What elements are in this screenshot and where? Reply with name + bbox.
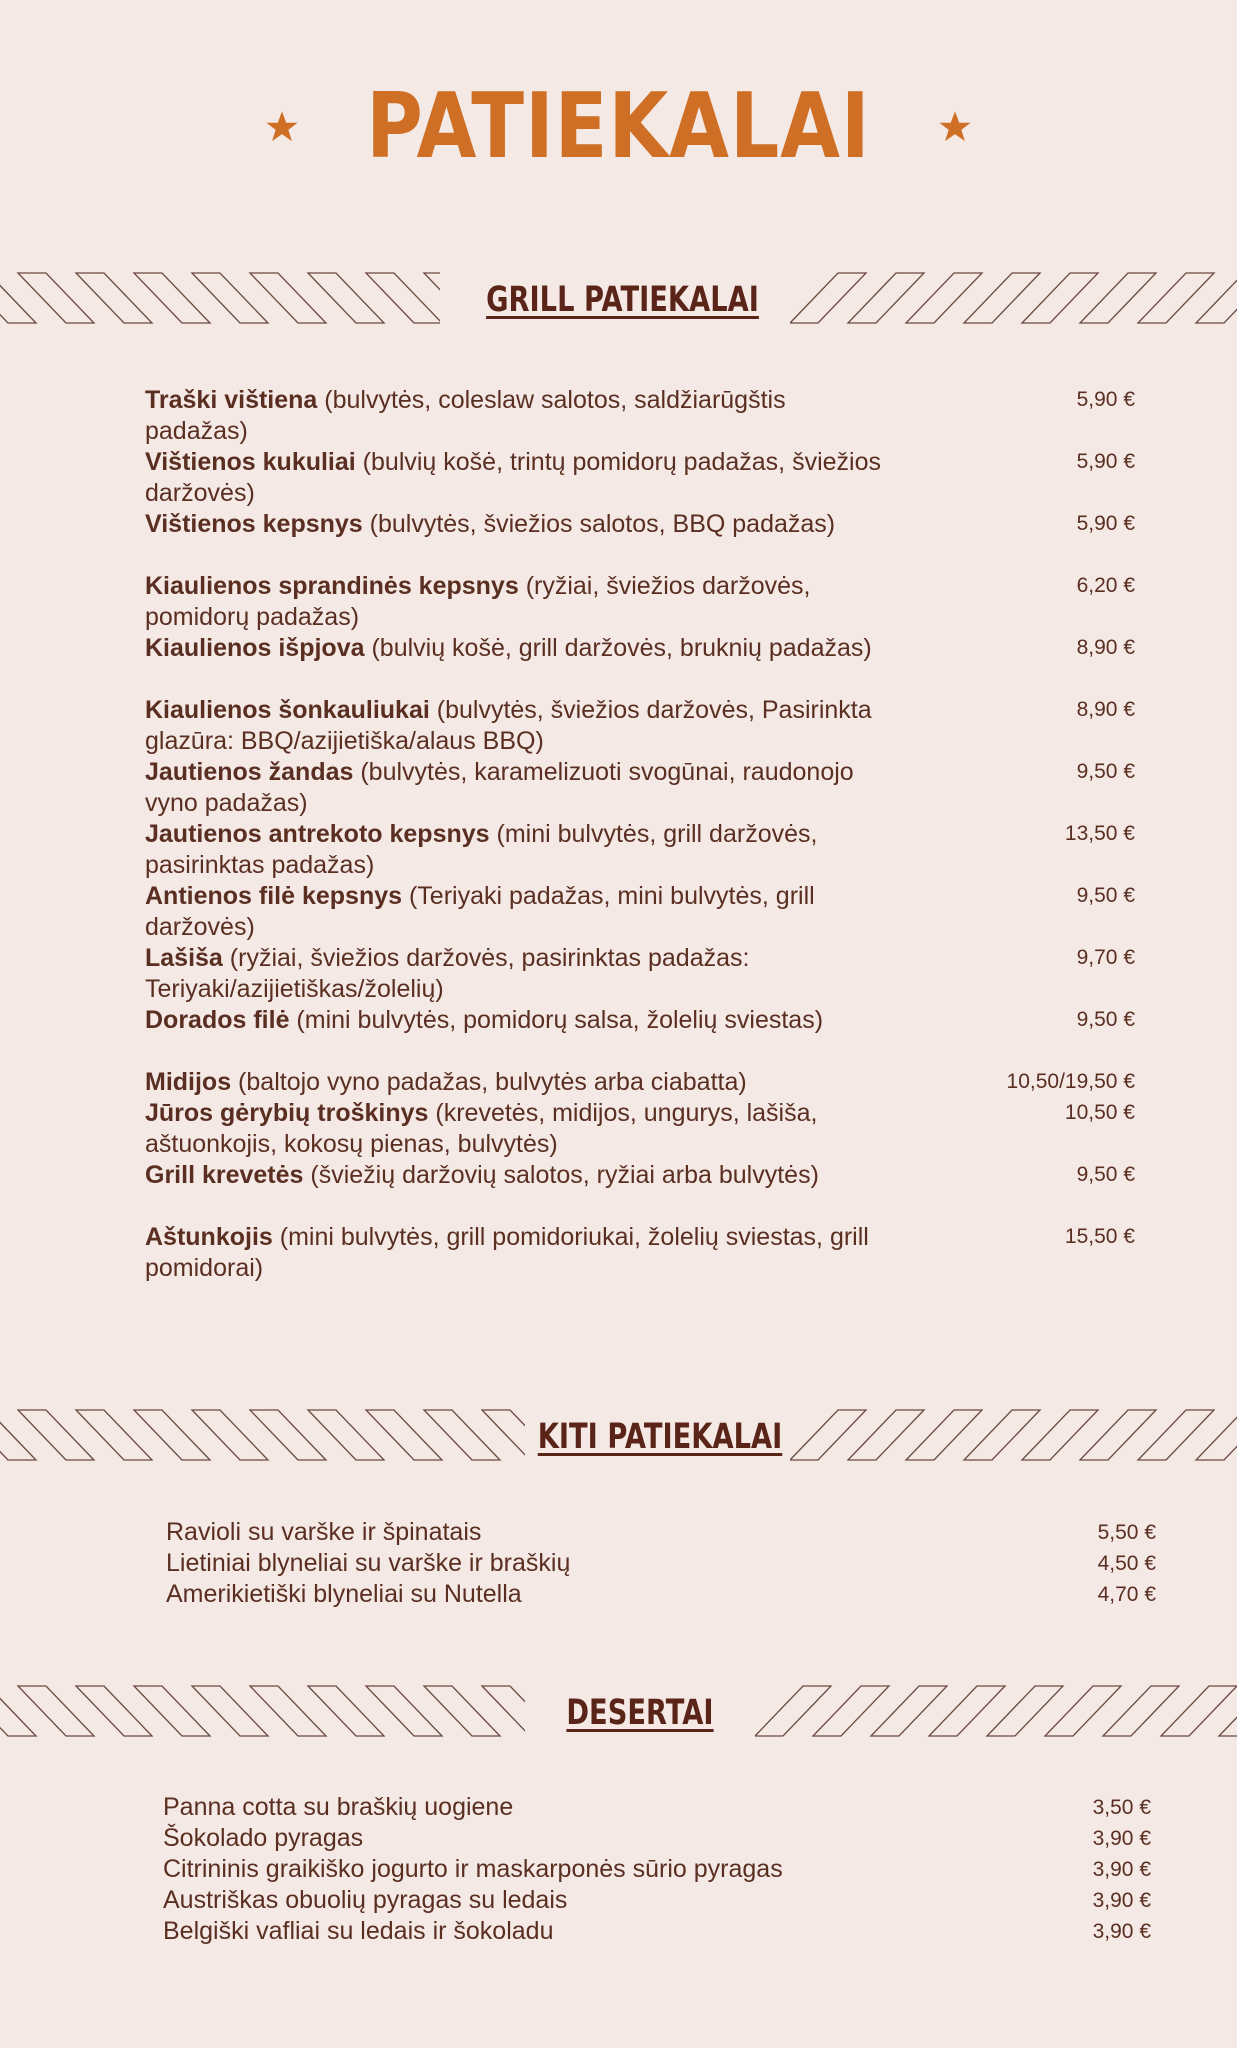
menu-item-description: (Teriyaki padažas, mini bulvytės, grill daržovės) — [145, 882, 815, 941]
menu-item-price: 10,50 € — [1064, 1101, 1135, 1124]
hatch-decoration-left — [0, 1407, 525, 1467]
menu-item-name: Panna cotta su braškių uogiene — [163, 1793, 514, 1821]
hatch-stripe — [1196, 273, 1237, 323]
menu-item-price: 9,50 € — [1076, 1163, 1135, 1186]
menu-item-name: Lietiniai blyneliai su varške ir braškių — [166, 1549, 571, 1577]
desertai-section-header — [0, 1683, 1237, 1743]
menu-item-description: (ryžiai, šviežios daržovės, pasirinktas padažas: Teriyaki/azijietiškas/žolelių) — [145, 944, 750, 1003]
desertai-menu-list — [163, 1792, 1151, 1947]
menu-item-price: 5,90 € — [1076, 450, 1135, 473]
menu-item — [166, 1548, 1156, 1579]
menu-item — [163, 1916, 1151, 1947]
menu-item-price: 3,90 € — [1092, 1858, 1151, 1881]
menu-item-price: 3,90 € — [1092, 1827, 1151, 1850]
hatch-decoration-right — [790, 270, 1237, 330]
menu-item — [145, 881, 1135, 943]
menu-item-name: Austriškas obuolių pyragas su ledais — [163, 1886, 568, 1914]
hatch-stripe — [0, 1686, 36, 1736]
menu-item-name: Vištienos kukuliai — [145, 448, 356, 476]
menu-item-description: (bulvių košė, grill daržovės, bruknių padažas) — [364, 634, 872, 662]
menu-item — [145, 695, 1135, 757]
hatch-stripe — [482, 1686, 525, 1736]
desertai-section-title: DESERTAI — [566, 1693, 714, 1733]
page-title-text: PATIEKALAI — [366, 74, 871, 179]
hatch-decoration-left — [0, 1683, 525, 1743]
hatch-stripe — [1196, 1410, 1237, 1460]
hatch-stripe — [0, 273, 36, 323]
kiti-menu-list — [166, 1517, 1156, 1610]
menu-item-name: Belgiški vafliai su ledais ir šokoladu — [163, 1917, 554, 1945]
menu-item — [163, 1792, 1151, 1823]
menu-item-description: (bulvytės, šviežios salotos, BBQ padažas) — [362, 510, 836, 538]
menu-item-name: Dorados filė — [145, 1006, 290, 1034]
menu-item-price: 3,90 € — [1092, 1889, 1151, 1912]
menu-item — [145, 447, 1135, 509]
menu-item — [145, 819, 1135, 881]
menu-item — [145, 385, 1135, 447]
menu-item-name: Kiaulienos sprandinės kepsnys — [145, 572, 519, 600]
menu-item-price: 9,50 € — [1076, 760, 1135, 783]
menu-item — [145, 633, 1135, 695]
menu-item-description: (bulvytės, šviežios daržovės, Pasirinkta glazūra: BBQ/azijietiška/alaus BBQ) — [145, 696, 872, 755]
menu-item-description: (krevetės, midijos, ungurys, lašiša, aštuonkojis, kokosų pienas, bulvytės) — [145, 1099, 818, 1158]
menu-item-price: 5,90 € — [1076, 512, 1135, 535]
menu-item-name: Vištienos kepsnys — [145, 510, 363, 538]
menu-item-description: (bulvių košė, trintų pomidorų padažas, šviežios daržovės) — [145, 448, 881, 507]
menu-item-price: 9,50 € — [1076, 884, 1135, 907]
menu-item-description: (baltojo vyno padažas, bulvytės arba ciabatta) — [231, 1068, 747, 1096]
menu-item-name: Ravioli su varške ir špinatais — [166, 1518, 482, 1546]
menu-item-name: Citrininis graikiško jogurto ir maskarponės sūrio pyragas — [163, 1855, 783, 1883]
menu-item — [166, 1579, 1156, 1610]
menu-item-description: (bulvytės, coleslaw salotos, saldžiarūgštis padažas) — [145, 386, 786, 445]
menu-item-description: (ryžiai, šviežios daržovės, pomidorų padažas) — [145, 572, 811, 631]
menu-item-name: Grill krevetės — [145, 1161, 304, 1189]
menu-item-name: Aštunkojis — [145, 1223, 273, 1251]
menu-item — [145, 1222, 1135, 1284]
menu-item-description: (mini bulvytės, grill daržovės, pasirinktas padažas) — [145, 820, 818, 879]
menu-item — [145, 943, 1135, 1005]
kiti-section-header — [0, 1407, 1237, 1467]
menu-item-price: 5,90 € — [1076, 388, 1135, 411]
hatch-decoration-right — [755, 1683, 1237, 1743]
hatch-decoration-left — [0, 270, 440, 330]
grill-section-header — [0, 270, 1237, 330]
hatch-stripe — [424, 273, 440, 323]
hatch-decoration-right — [790, 1407, 1237, 1467]
menu-item — [145, 1098, 1135, 1160]
star-icon — [265, 110, 299, 144]
menu-item-name: Jautienos žandas — [145, 758, 354, 786]
menu-item — [166, 1517, 1156, 1548]
kiti-section-title: KITI PATIEKALAI — [537, 1417, 783, 1457]
menu-item-name: Šokolado pyragas — [163, 1824, 364, 1852]
hatch-stripe — [482, 1410, 525, 1460]
menu-item-price: 8,90 € — [1076, 698, 1135, 721]
menu-item-name: Jūros gėrybių troškinys — [145, 1099, 429, 1127]
menu-item-description: (šviežių daržovių salotos, ryžiai arba bulvytės) — [303, 1161, 819, 1189]
grill-section-title: GRILL PATIEKALAI — [486, 280, 759, 320]
menu-item — [145, 1005, 1135, 1067]
menu-item — [145, 509, 1135, 571]
menu-item-price: 4,70 € — [1097, 1583, 1156, 1606]
menu-item-name: Kiaulienos šonkauliukai — [145, 696, 430, 724]
menu-item-price: 8,90 € — [1076, 636, 1135, 659]
menu-item-price: 15,50 € — [1064, 1225, 1135, 1248]
menu-item-name: Midijos — [145, 1068, 232, 1096]
menu-item-name: Traški vištiena — [145, 386, 318, 414]
menu-item-name: Lašiša — [145, 944, 223, 972]
hatch-stripe — [0, 1410, 36, 1460]
menu-item-price: 13,50 € — [1064, 822, 1135, 845]
menu-item — [145, 1160, 1135, 1222]
menu-item-name: Kiaulienos išpjova — [145, 634, 365, 662]
hatch-stripe — [1219, 1686, 1237, 1736]
menu-item-name: Antienos filė kepsnys — [145, 882, 403, 910]
grill-menu-list — [145, 385, 1135, 1284]
menu-item-price: 3,50 € — [1092, 1796, 1151, 1819]
menu-item-name: Jautienos antrekoto kepsnys — [145, 820, 490, 848]
menu-item-price: 10,50/19,50 € — [1006, 1070, 1135, 1093]
menu-item — [163, 1885, 1151, 1916]
menu-item-name: Amerikietiški blyneliai su Nutella — [166, 1580, 522, 1608]
menu-item-price: 5,50 € — [1097, 1521, 1156, 1544]
menu-item-description: (mini bulvytės, pomidorų salsa, žolelių sviestas) — [289, 1006, 824, 1034]
menu-item — [163, 1854, 1151, 1885]
menu-item — [145, 1067, 1135, 1098]
menu-item-price: 6,20 € — [1076, 574, 1135, 597]
menu-item — [145, 571, 1135, 633]
menu-item-description: (bulvytės, karamelizuoti svogūnai, raudonojo vyno padažas) — [145, 758, 854, 817]
page-title — [0, 72, 1237, 182]
menu-item-description: (mini bulvytės, grill pomidoriukai, žolelių sviestas, grill pomidorai) — [145, 1223, 869, 1282]
star-icon — [938, 110, 972, 144]
menu-item — [163, 1823, 1151, 1854]
menu-item — [145, 757, 1135, 819]
menu-item-price: 9,50 € — [1076, 1008, 1135, 1031]
menu-item-price: 9,70 € — [1076, 946, 1135, 969]
menu-item-price: 4,50 € — [1097, 1552, 1156, 1575]
menu-item-price: 3,90 € — [1092, 1920, 1151, 1943]
